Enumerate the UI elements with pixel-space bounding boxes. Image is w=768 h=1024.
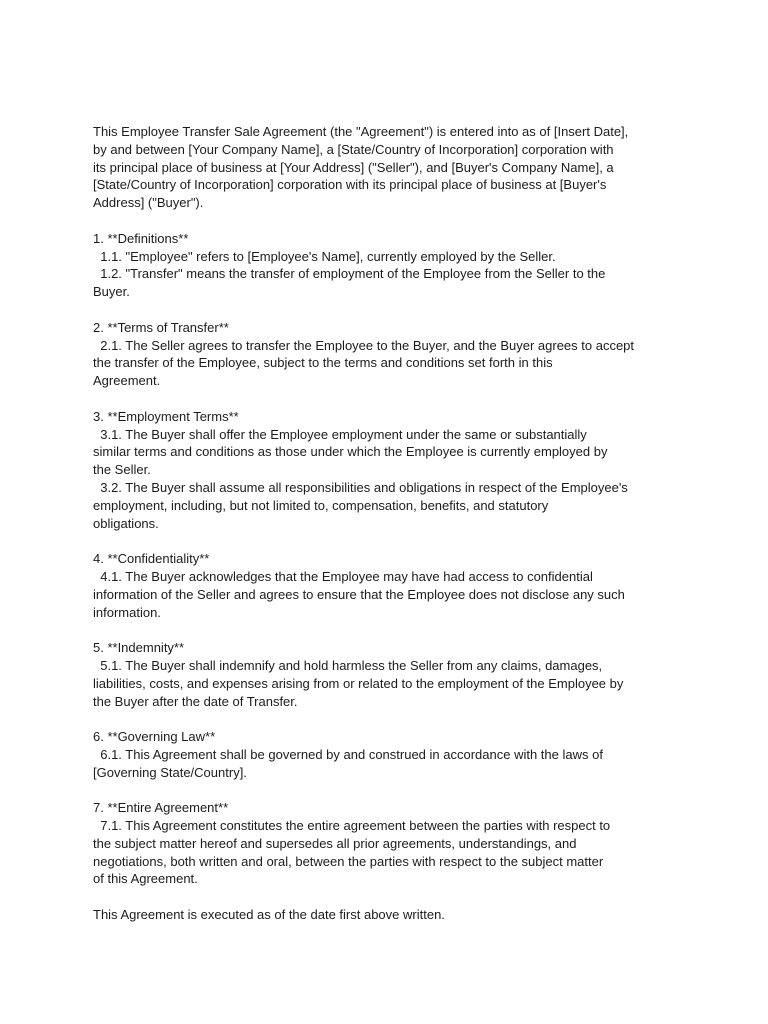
clause-line: obligations. [93, 515, 159, 531]
clause-line: 1.2. "Transfer" means the transfer of employment of the Employee from the Seller to the [93, 266, 606, 282]
paragraph-spacer [93, 621, 733, 639]
intro-line: This Employee Transfer Sale Agreement (the "Agreement") is entered into as of [Insert Date], [93, 124, 629, 139]
section-governing-law [93, 728, 733, 781]
clause-line: the Buyer after the date of Transfer. [93, 693, 298, 709]
section-employment-terms [93, 408, 733, 533]
intro-line: Address] ("Buyer"). [93, 195, 204, 211]
section-heading: 1. **Definitions** [93, 230, 189, 246]
agreement-document [93, 123, 733, 924]
clause-line: negotiations, both written and oral, between the parties with respect to the subject matter [93, 853, 604, 869]
section-heading: 4. **Confidentiality** [93, 551, 210, 567]
clause-line: the transfer of the Employee, subject to the terms and conditions set forth in this [93, 355, 553, 371]
section-indemnity [93, 639, 733, 710]
paragraph-spacer [93, 710, 733, 728]
section-heading: 5. **Indemnity** [93, 640, 185, 656]
clause-line: [Governing State/Country]. [93, 764, 247, 780]
intro-line: by and between [Your Company Name], a [State/Country of Incorporation] corporation with [93, 141, 614, 157]
paragraph-spacer [93, 532, 733, 550]
clause-line: employment, including, but not limited to, compensation, benefits, and statutory [93, 497, 549, 513]
clause-line: 3.2. The Buyer shall assume all responsibilities and obligations in respect of the Employee's [93, 479, 628, 495]
intro-line: [State/Country of Incorporation] corporation with its principal place of business at [Buyer's [93, 177, 607, 193]
closing-line: This Agreement is executed as of the date first above written. [93, 907, 445, 923]
clause-line: the subject matter hereof and supersedes all prior agreements, understandings, and [93, 835, 577, 851]
clause-line: the Seller. [93, 462, 151, 478]
clause-line: 4.1. The Buyer acknowledges that the Employee may have had access to confidential [93, 568, 593, 584]
section-definitions [93, 230, 733, 301]
clause-line: 3.1. The Buyer shall offer the Employee employment under the same or substantially [93, 426, 587, 442]
paragraph-spacer [93, 301, 733, 319]
section-terms-of-transfer [93, 319, 733, 390]
clause-line: of this Agreement. [93, 871, 198, 887]
clause-line: information of the Seller and agrees to ensure that the Employee does not disclose any such [93, 586, 625, 602]
clause-line: liabilities, costs, and expenses arising from or related to the employment of the Employee by [93, 675, 624, 691]
clause-line: 1.1. "Employee" refers to [Employee's Name], currently employed by the Seller. [93, 248, 556, 264]
section-heading: 6. **Governing Law** [93, 729, 216, 745]
clause-line: 2.1. The Seller agrees to transfer the Employee to the Buyer, and the Buyer agrees to accept [93, 337, 635, 353]
clause-line: information. [93, 604, 161, 620]
clause-line: 7.1. This Agreement constitutes the entire agreement between the parties with respect to [93, 818, 611, 834]
section-entire-agreement [93, 799, 733, 888]
section-confidentiality [93, 550, 733, 621]
paragraph-spacer [93, 781, 733, 799]
clause-line: Buyer. [93, 284, 130, 300]
section-heading: 3. **Employment Terms** [93, 408, 239, 424]
paragraph-spacer [93, 888, 733, 906]
section-heading: 7. **Entire Agreement** [93, 800, 229, 816]
paragraph-spacer [93, 212, 733, 230]
paragraph-spacer [93, 390, 733, 408]
clause-line: 6.1. This Agreement shall be governed by and construed in accordance with the laws of [93, 746, 603, 762]
clause-line: 5.1. The Buyer shall indemnify and hold harmless the Seller from any claims, damages, [93, 657, 603, 673]
clause-line: Agreement. [93, 373, 161, 389]
section-heading: 2. **Terms of Transfer** [93, 319, 229, 335]
intro-line: its principal place of business at [Your Address] ("Seller"), and [Buyer's Company Name], a [93, 159, 614, 175]
intro-paragraph [93, 123, 733, 212]
clause-line: similar terms and conditions as those under which the Employee is currently employed by [93, 444, 608, 460]
